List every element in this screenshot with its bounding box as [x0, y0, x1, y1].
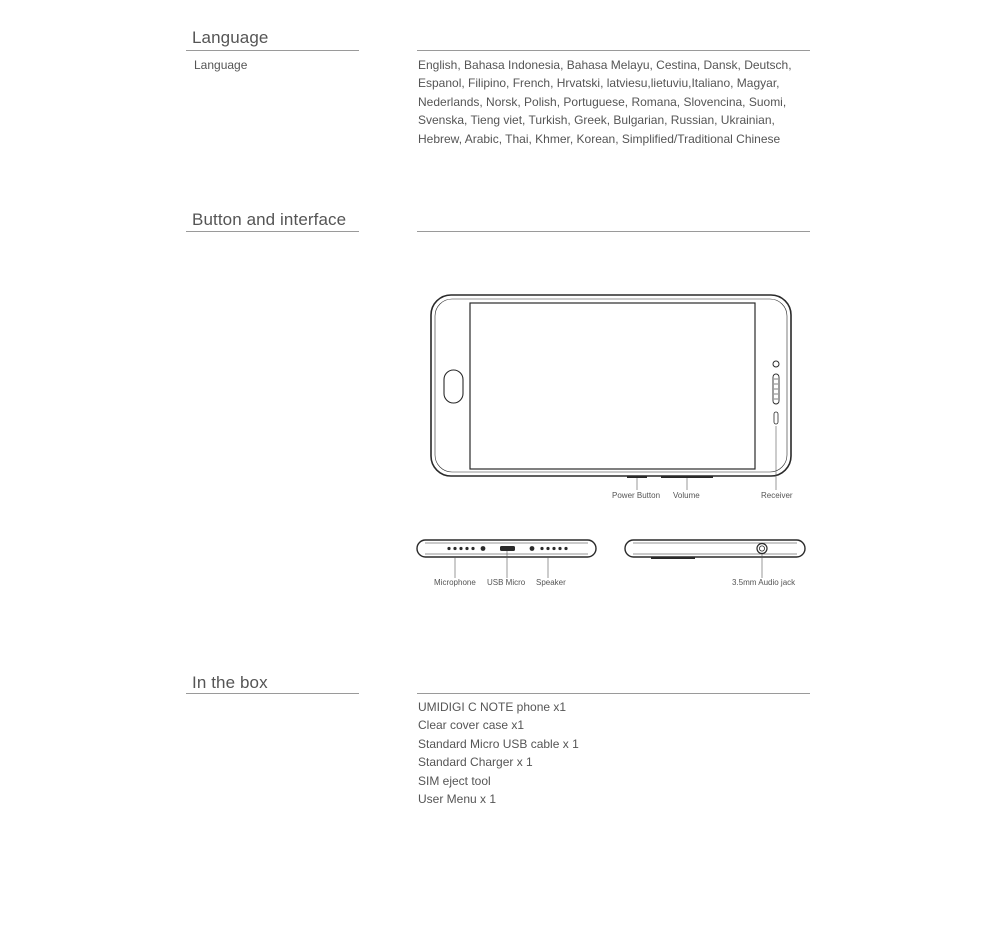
receiver-caption: Receiver	[761, 491, 793, 500]
front-camera-icon	[773, 361, 779, 367]
volume-caption: Volume	[673, 491, 700, 500]
language-line: Hebrew, Arabic, Thai, Khmer, Korean, Simplified/Traditional Chinese	[418, 131, 781, 146]
power-button-shape	[627, 476, 647, 478]
box-item: UMIDIGI C NOTE phone x1	[418, 700, 567, 714]
audio-jack-caption: 3.5mm Audio jack	[732, 578, 796, 587]
microphone-holes-icon	[447, 546, 485, 551]
box-item: User Menu x 1	[418, 792, 497, 807]
in-the-box-title-rule	[186, 693, 359, 694]
box-item: SIM eject tool	[418, 773, 491, 788]
power-button-caption: Power Button	[612, 491, 661, 500]
in-the-box-content-rule	[417, 693, 810, 694]
language-line: Svenska, Tieng viet, Turkish, Greek, Bulgarian, Russian, Ukrainian,	[418, 113, 775, 128]
microphone-caption: Microphone	[434, 578, 476, 587]
in-the-box-section-title: In the box	[192, 673, 268, 692]
usb-caption: USB Micro	[487, 578, 526, 587]
volume-button-shape	[661, 476, 713, 478]
box-item: Clear cover case x1	[418, 718, 525, 733]
in-the-box-list	[418, 698, 579, 808]
language-line: Nederlands, Norsk, Polish, Portuguese, Romana, Slovencina, Suomi,	[418, 94, 787, 109]
sensor-icon	[774, 412, 778, 424]
phone-top-view	[625, 540, 805, 557]
box-item: Standard Charger x 1	[418, 755, 533, 770]
language-line: Espanol, Filipino, French, Hrvatski, latviesu,lietuviu,Italiano, Magyar,	[418, 76, 780, 91]
box-item: Standard Micro USB cable x 1	[418, 736, 579, 751]
usb-port-icon	[500, 546, 515, 551]
top-edge-button-shape	[651, 557, 695, 559]
home-button-icon	[444, 370, 463, 403]
language-line: English, Bahasa Indonesia, Bahasa Melayu, Cestina, Dansk, Deutsch,	[418, 58, 792, 72]
audio-jack-icon	[757, 544, 767, 554]
language-section-title: Language	[192, 28, 269, 47]
phone-front-view	[431, 295, 791, 476]
speaker-holes-icon	[530, 546, 568, 551]
interface-section-title: Button and interface	[192, 210, 347, 229]
language-label: Language	[194, 58, 248, 72]
speaker-caption: Speaker	[536, 578, 566, 587]
